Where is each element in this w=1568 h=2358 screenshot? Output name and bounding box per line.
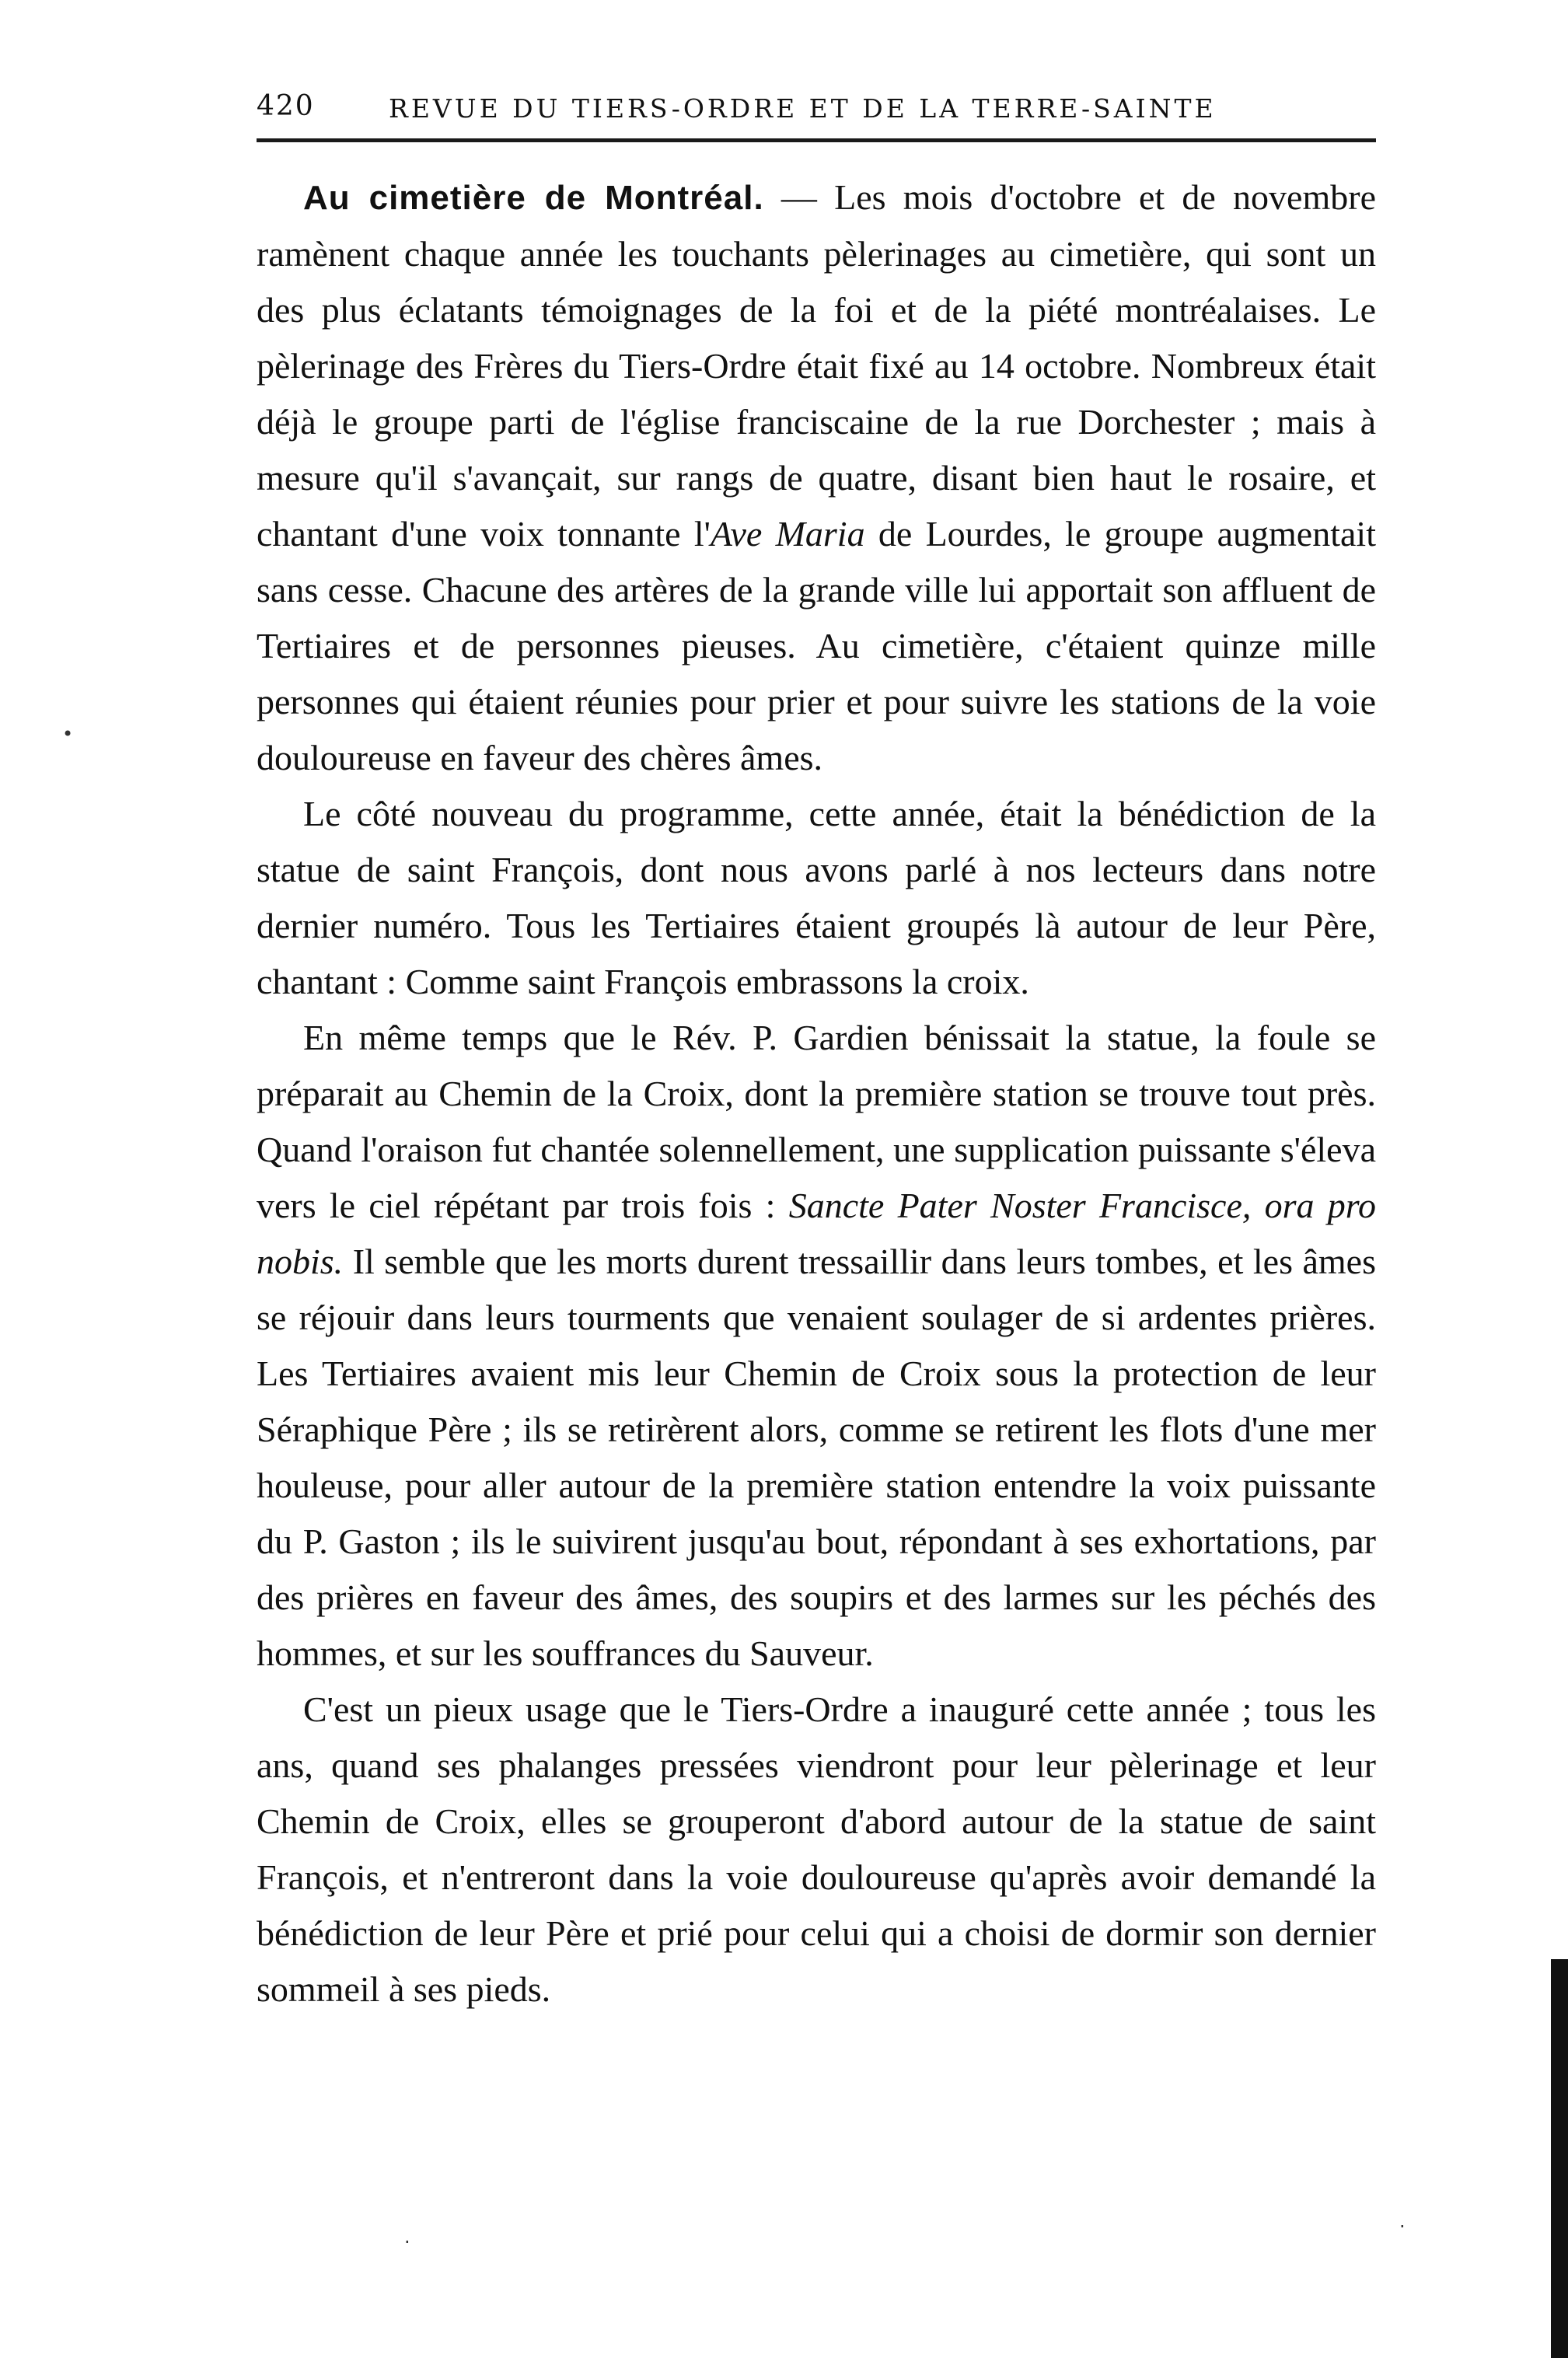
- paragraph-4: C'est un pieux usage que le Tiers-Ordre a inauguré cette année ; tous les ans, quand ses phalanges pressées viendront pour leur pèlerinage et leur Chemin de Croix, elles se grouperont d'abord autour de la statue de saint François, et n'entreront dans la voie douloureuse qu'après avoir demandé la bénédiction de leur Père et prié pour celui qui a choisi de dormir son dernier sommeil à ses pieds.: [257, 1689, 1376, 2009]
- paragraph-1: [257, 169, 1376, 786]
- running-title: REVUE DU TIERS-ORDRE ET DE LA TERRE-SAINTE: [389, 93, 1217, 124]
- scan-edge-shadow: [1551, 1959, 1568, 2358]
- margin-speck: •: [62, 723, 74, 745]
- paragraph-3: [257, 1010, 1376, 1682]
- margin-speck: ·: [1399, 2216, 1406, 2237]
- paragraph-3-text-a: En même temps que le Rév. P. Gardien bénissait la statue, la foule se préparait au Chemin de la Croix, dont la première station se trouve tout près. Quand l'oraison fut chantée solennellement, une supplication puissante s'éleva vers le ciel répétant par trois fois :: [257, 1018, 1376, 1225]
- page-header: [257, 84, 1376, 142]
- paragraph-3-latin-invocation: Sancte Pater Noster Francisce, ora pro nobis.: [257, 1186, 1376, 1281]
- paragraph-1-italic: Ave Maria: [710, 514, 865, 554]
- page-number: 420: [257, 90, 315, 122]
- paragraph-1-text-a: — Les mois d'octobre et de novembre ramènent chaque année les touchants pèlerinages au cimetière, qui sont un des plus éclatants témoignages de la foi et de la piété montréalaises. Le pèlerinage des Frères du Tiers-Ordre était fixé au 14 octobre. Nombreux était déjà le groupe parti de l'église franciscaine de la rue Dorchester ; mais à mesure qu'il s'avançait, sur rangs de quatre, disant bien haut le rosaire, et chantant d'une voix tonnante l': [257, 177, 1376, 554]
- paragraph-3-text-b: Il semble que les morts durent tressaillir dans leurs tombes, et les âmes se réjouir dans leurs tourments que venaient soulager de si ardentes prières. Les Tertiaires avaient mis leur Chemin de Croix sous la protection de leur Séraphique Père ; ils se retirèrent alors, comme se retirent les flots d'une mer houleuse, pour aller autour de la première station entendre la voix puissante du P. Gaston ; ils le suivirent jusqu'au bout, répondant à ses exhortations, par des prières en faveur des âmes, des soupirs et des larmes sur les péchés des hommes, et sur les souffrances du Sauveur.: [257, 1242, 1376, 1673]
- article-body: [257, 169, 1376, 2017]
- section-heading: Au cimetière de Montréal.: [303, 179, 764, 217]
- paragraph-2: Le côté nouveau du programme, cette année, était la bénédiction de la statue de saint François, dont nous avons parlé à nos lecteurs dans notre dernier numéro. Tous les Tertiaires étaient groupés là autour de leur Père, chantant : Comme saint François embrassons la croix.: [257, 794, 1376, 1001]
- paragraph-1-text-b: de Lourdes, le groupe augmentait sans cesse. Chacune des artères de la grande ville lui apportait son affluent de Tertiaires et de personnes pieuses. Au cimetière, c'étaient quinze mille personnes qui étaient réunies pour prier et pour suivre les stations de la voie douloureuse en faveur des chères âmes.: [257, 514, 1376, 777]
- margin-speck: ·: [404, 2231, 410, 2253]
